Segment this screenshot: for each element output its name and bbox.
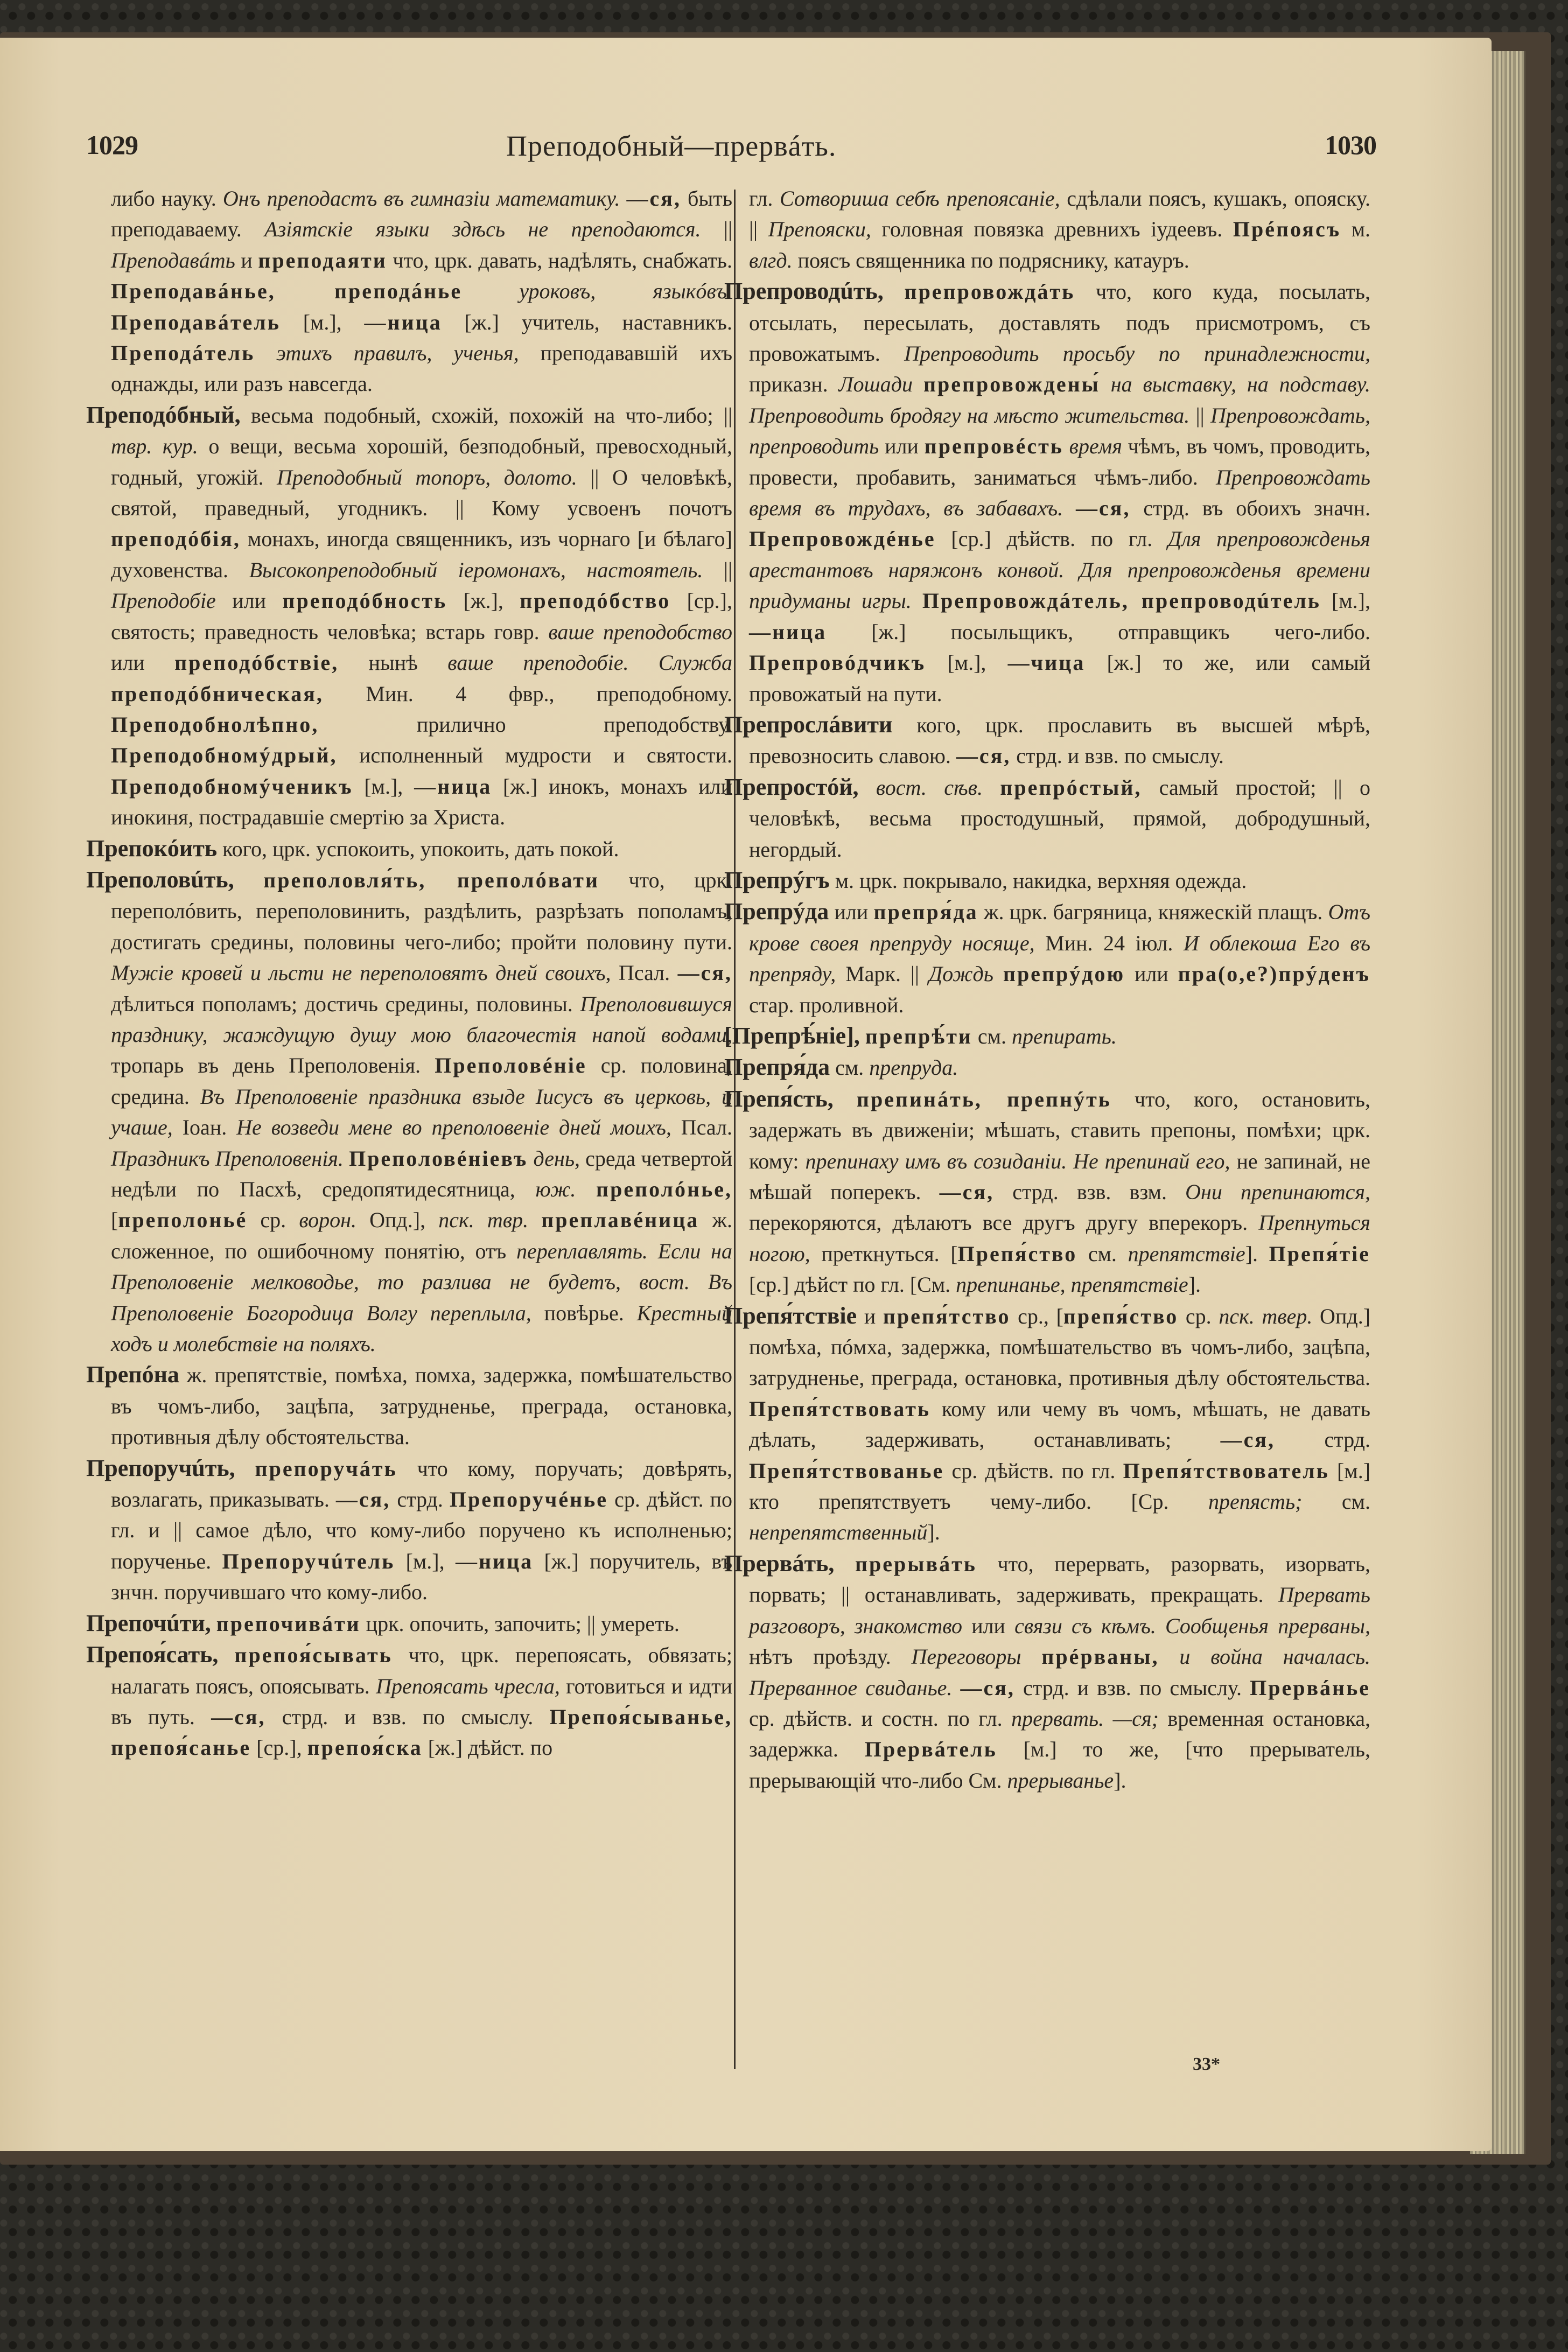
dictionary-entry (724, 1052, 1370, 1083)
entry-definition: и препя́тство ср., [препя́ство ср. пск. твер. Опд.] помѣха, пóмха, задержка, помѣшательство въ чомъ-либо, зацѣпа, затрудненье, преграда, остановка, противныя дѣлу обстоятельства. Препя́тствовать кому или чему въ чомъ, мѣшать, не давать дѣлать, задерживать, останавливать; —ся, стрд. Препя́тствованье ср. дѣйств. по гл. Препя́тствователь [м.] кто препятствуетъ чему-либо. [Ср. препясть; см. непрепятственный]. (749, 1304, 1371, 1545)
entry-definition: гл. Сотвориша себѣ препоясаніе, сдѣлали поясъ, кушакъ, опояску. || Препояски, головная повязка древнихъ іудеевъ. Прéпоясъ м. влгд. поясъ священника по подряснику, катауръ. (749, 186, 1371, 272)
entry-definition: препинáть, препнýть что, кого, остановить, задержать въ движеніи; мѣшать, ставить препоны, помѣхи; црк. кому: препинаху имъ въ созиданіи. Не препинай его, не запинай, не мѣшай поперекъ. —ся, стрд. взв. взм. Они препинаются, перекоряются, дѣлаютъ все другъ другу вперекоръ. Препнуться ногою, преткнуться. [Препя́ство см. препятствіе]. Препя́тіе [ср.] дѣйст по гл. [См. препинанье, препятствіе]. (749, 1087, 1371, 1297)
dictionary-entry (724, 1020, 1370, 1052)
dictionary-entry (724, 276, 1370, 709)
headword: Препрýгъ (724, 866, 830, 893)
entry-definition: препровождáть что, кого куда, посылать, отсылать, пересылать, доставлять подъ присмотромъ, съ провожатымъ. Препроводить просьбу по принадлежности, приказн. Лошади препровождены́ на выставку, на подставу. Препроводить бродягу на мѣсто жительства. || Препровождать, препроводить или препровéсть время чѣмъ, въ чомъ, проводить, провести, пробавить, заниматься чѣмъ-либо. Препровождать время въ трудахъ, въ забавахъ. —ся, стрд. въ обоихъ значн. Препровождéнье [ср.] дѣйств. по гл. Для препровожденья арестантовъ наряжонъ конвой. Для препровожденья времени придуманы игры. Препровождáтель, препроводúтель [м.], —ница [ж.] посыльщикъ, отправщикъ чего-либо. Препровóдчикъ [м.], —чица [ж.] то же, или самый провожатый на пути. (749, 279, 1371, 706)
signature-mark: 33* (1193, 2054, 1220, 2074)
dictionary-entry (724, 772, 1370, 865)
headword: Препя́тствіе (724, 1302, 857, 1329)
dictionary-entry (86, 1359, 732, 1452)
dictionary-entry (724, 865, 1370, 896)
headword: Препóна (86, 1361, 179, 1388)
entry-definition: вост. сѣв. препрóстый, самый простой; || о человѣкѣ, весьма простодушный, прямой, добродушный, негордый. (749, 775, 1371, 862)
headword: [Препрѣ́ніе], (724, 1022, 860, 1049)
headword: Препоручúть, (86, 1454, 235, 1481)
headword: Препростóй, (724, 773, 859, 800)
dictionary-entry (86, 864, 732, 1360)
entry-definition: преполовля́ть, преполóвати что, црк. переполóвить, переполовинить, раздѣлить, разрѣзать пополамъ, достигать средины, половины чего-либо; пройти половину пути. Мужіе кровей и льсти не переполовятъ дней своихъ, Псал. —ся, дѣлиться пополамъ; достичь средины, половины. Преполовившуся празднику, жаждущую душу мою благочестія напой водами, тропарь въ день Преполовенія. Преполовéніе ср. половина, средина. Въ Преполовеніе праздника взыде Іисусъ въ церковь, и учаше, Іоан. Не возведи мене во преполовеніе дней моихъ, Псал. Праздникъ Преполовенія. Преполовéніевъ день, среда четвертой недѣли по Пасхѣ, средопятидесятница, юж. преполóнье, [преполоньé ср. ворон. Опд.], пск. твр. преплавéница ж. сложенное, по ошибочному понятію, отъ переплавлять. Если на Преполовеніе мелководье, то разлива не будетъ, вост. Въ Преполовеніе Богородица Волгу переплыла, повѣрье. Крестный ходъ и молебствіе на поляхъ. (111, 867, 733, 1356)
entry-definition: препоя́сывать что, црк. перепоясать, обвязать; налагать поясъ, опоясывать. Препоясать чресла, готовиться и идти въ путь. —ся, стрд. и взв. по смыслу. Препоя́сыванье, препоя́санье [ср.], препоя́ска [ж.] дѣйст. по (111, 1643, 733, 1760)
entry-definition: либо науку. Онъ преподастъ въ гимназіи математику. —ся, быть преподаваему. Азіятскіе языки здѣсь не преподаются. || Преподавáть и преподаяти что, црк. давать, надѣлять, снабжать. Преподавáнье, преподáнье уроковъ, языкóвъ. Преподавáтель [м.], —ница [ж.] учитель, наставникъ. Преподáтель этихъ правилъ, ученья, преподававшій ихъ однажды, или разъ навсегда. (111, 186, 733, 396)
entry-continuation (724, 183, 1370, 276)
dictionary-entry (86, 400, 732, 833)
headword: Препря́да (724, 1054, 830, 1081)
dictionary-entry (724, 1548, 1370, 1796)
headword: Преполовúть, (86, 866, 234, 893)
entry-definition: препоручáть что кому, поручать; довѣрять, возлагать, приказывать. —ся, стрд. Препоручéнье ср. дѣйст. по гл. и || самое дѣло, что кому-либо поручено къ исполненью; порученье. Препоручúтель [м.], —ница [ж.] поручитель, въ знчн. поручившаго что кому-либо. (111, 1456, 732, 1605)
headword: Преподóбный, (86, 401, 241, 428)
dictionary-entry (724, 1300, 1370, 1548)
entry-continuation (86, 183, 732, 400)
headword: Препоя́сать, (86, 1641, 219, 1668)
headword: Препрýда (724, 898, 829, 925)
entry-definition: ж. препятствіе, помѣха, помха, задержка, помѣшательство въ чомъ-либо, зацѣпа, затрудненье, преграда, остановка, противныя дѣлу обстоятельства. (111, 1363, 732, 1450)
dictionary-entry (724, 709, 1370, 772)
headword: Прервáть, (724, 1550, 835, 1577)
entry-definition: или препря́да ж. црк. багряница, княжескій плащъ. Отъ крове своея препруду носяще, Мин. 24 іюл. И облекоша Его въ препряду, Марк. || Дождь препрýдою или пра(о,е?)прýденъ стар. проливной. (749, 900, 1370, 1017)
entry-definition: препрѣ́ти см. препирать. (865, 1024, 1117, 1048)
right-column (724, 183, 1370, 1796)
page-number-right: 1030 (1325, 130, 1376, 160)
entry-definition: весьма подобный, схожій, похожій на что-либо; || твр. кур. о вещи, весьма хорошій, безподобный, превосходный, годный, угожій. Преподобный топоръ, долото. || О человѣкѣ, святой, праведный, угодникъ. || Кому усвоенъ почотъ преподóбія, монахъ, иногда священникъ, изъ чорнаго [и бѣлаго] духовенства. Высокопреподобный іеромонахъ, настоятель. || Преподобіе или преподóбность [ж.], преподóбство [ср.], святость; праведность человѣка; встарь говр. ваше преподобство или преподóбствіе, нынѣ ваше преподобіе. Служба преподóбническая, Мин. 4 фвр., преподобному. Преподобнолѣпно, прилично преподобству. Преподобномýдрый, исполненный мудрости и святости. Преподобномýченикъ [м.], —ница [ж.] инокъ, монахъ или инокиня, пострадавшіе смертію за Христа. (111, 403, 733, 830)
headword: Препочúти, (86, 1609, 211, 1636)
headword: Препроводúть, (724, 278, 884, 305)
entry-definition: препочивáти црк. опочить, започить; || умереть. (216, 1611, 680, 1636)
headword: Препрослáвити (724, 711, 893, 738)
dictionary-entry (86, 833, 732, 864)
dictionary-entry (724, 896, 1370, 1020)
dictionary-entry (86, 1608, 732, 1639)
dictionary-entry (86, 1453, 732, 1608)
dictionary-entry (724, 1083, 1370, 1300)
headword: Препя́сть, (724, 1085, 834, 1112)
page-number-left: 1029 (86, 130, 138, 160)
entry-definition: см. препруда. (830, 1055, 958, 1080)
headword: Препокóить (86, 835, 218, 862)
entry-definition: кого, црк. успокоить, упокоить, дать покой. (217, 836, 619, 861)
dictionary-entry (86, 1639, 732, 1763)
running-title: Преподобный—прервáть. (506, 130, 837, 162)
entry-definition: кого, црк. прославить въ высшей мѣрѣ, превозносить славою. —ся, стрд. и взв. по смыслу. (749, 712, 1370, 768)
entry-definition: прерывáть что, перервать, разорвать, изорвать, порвать; || останавливать, задерживать, прекращать. Прервать разговоръ, знакомство или связи съ кѣмъ. Сообщенья прерваны, нѣтъ проѣзду. Переговоры прéрваны, и война началась. Прерванное свиданье. —ся, стрд. и взв. по смыслу. Прервáнье ср. дѣйств. и состн. по гл. прервать. —ся; временная остановка, задержка. Прервáтель [м.] то же, [что прерыватель, прерывающій что-либо См. прерыванье]. (749, 1551, 1371, 1793)
page-header (86, 129, 1465, 167)
entry-definition: м. црк. покрывало, накидка, верхняя одежда. (829, 868, 1247, 893)
left-column (86, 183, 732, 1763)
